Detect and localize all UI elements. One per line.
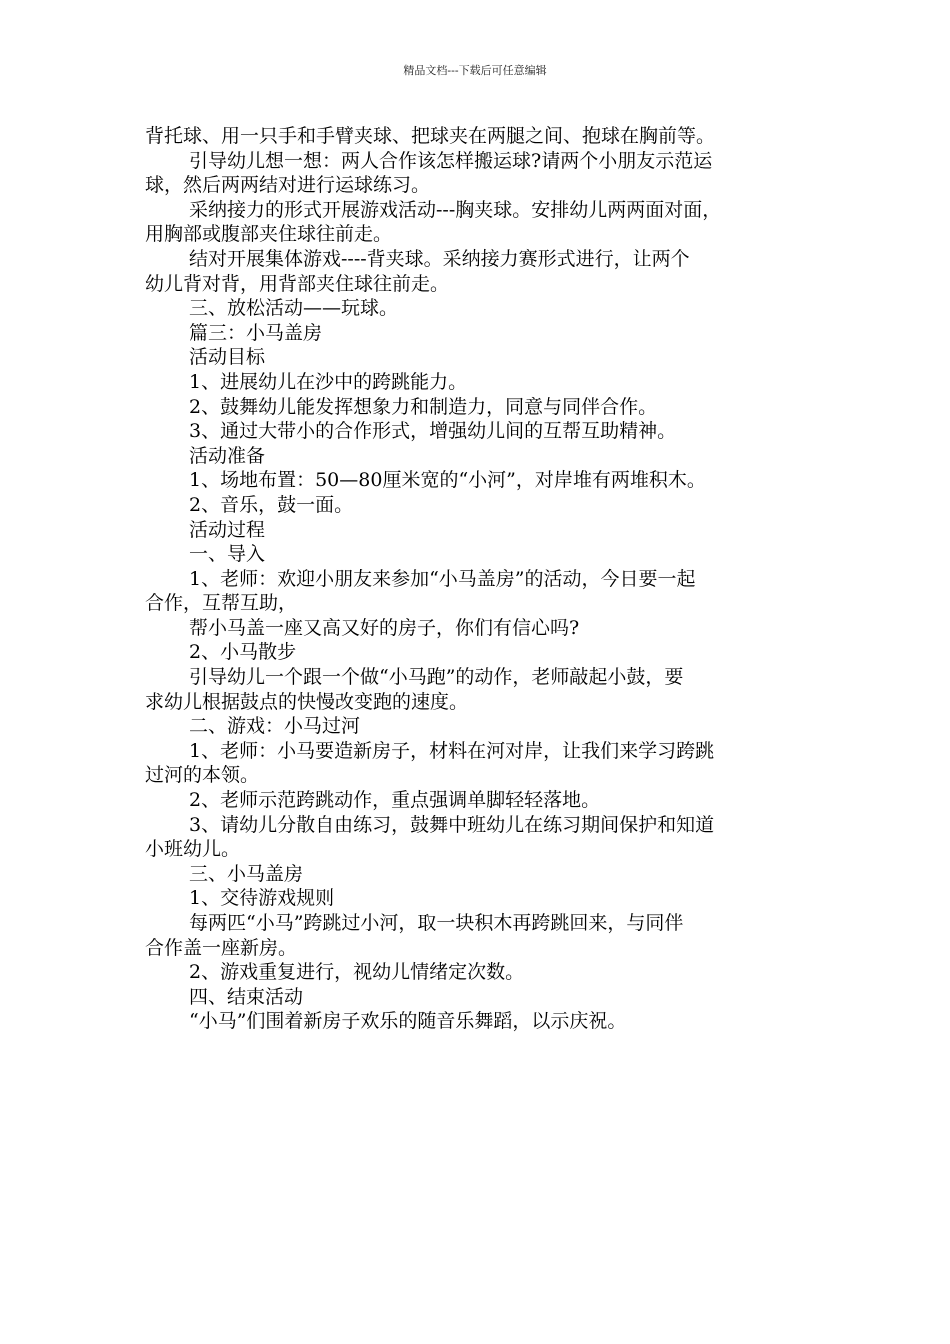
document-body [145,124,825,1034]
text-line: 四、结束活动 [189,985,304,1008]
text-line: 三、放松活动——玩球。 [189,297,399,320]
text-line: 球，然后两两结对进行运球练习。 [145,174,431,197]
page-header: 精品文档---下载后可任意编辑 [403,64,547,77]
text-line: 三、小马盖房 [189,862,304,885]
text-line: 二、游戏：小马过河 [189,715,361,738]
text-line: 活动目标 [189,346,266,369]
text-line: 求幼儿根据鼓点的快慢改变跑的速度。 [145,690,469,713]
text-line: 1、老师：小马要造新房子，材料在河对岸，让我们来学习跨跳 [189,739,715,762]
text-line: 过河的本领。 [145,764,260,787]
text-line: 合作，互帮互助， [145,592,298,615]
text-line: 帮小马盖一座又高又好的房子，你们有信心吗? [189,616,580,639]
text-line: 2、老师示范跨跳动作，重点强调单脚轻轻落地。 [189,789,601,812]
text-line: “小马”们围着新房子欢乐的随音乐舞蹈，以示庆祝。 [189,1010,627,1033]
text-line: 2、游戏重复进行，视幼儿情绪定次数。 [189,961,525,984]
text-line: 篇三：小马盖房 [189,321,323,344]
text-line: 1、场地布置：50—80厘米宽的“小河”，对岸堆有两堆积木。 [189,469,706,492]
text-line: 小班幼儿。 [145,838,241,861]
text-line: 合作盖一座新房。 [145,936,298,959]
text-line: 结对开展集体游戏----背夹球。采纳接力赛形式进行，让两个 [189,247,690,270]
text-line: 2、鼓舞幼儿能发挥想象力和制造力，同意与同伴合作。 [189,395,658,418]
text-line: 用胸部或腹部夹住球往前走。 [145,223,393,246]
text-line: 1、老师：欢迎小朋友来参加“小马盖房”的活动，今日要一起 [189,567,696,590]
text-line: 3、请幼儿分散自由练习，鼓舞中班幼儿在练习期间保护和知道 [189,813,715,836]
text-line: 1、进展幼儿在沙中的跨跳能力。 [189,370,468,393]
text-line: 3、通过大带小的合作形式，增强幼儿间的互帮互助精神。 [189,420,677,443]
text-line: 活动过程 [189,518,266,541]
text-line: 幼儿背对背，用背部夹住球往前走。 [145,272,450,295]
text-line: 一、导入 [189,543,266,566]
text-line: 采纳接力的形式开展游戏活动---胸夹球。安排幼儿两两面对面， [189,198,722,221]
text-line: 2、音乐，鼓一面。 [189,493,354,516]
text-line: 引导幼儿一个跟一个做“小马跑”的动作，老师敲起小鼓，要 [189,666,684,689]
text-line: 每两匹“小马”跨跳过小河，取一块积木再跨跳回来，与同伴 [189,912,684,934]
text-line: 2、小马散步 [189,641,297,664]
text-line: 引导幼儿想一想：两人合作该怎样搬运球?请两个小朋友示范运 [189,149,713,172]
text-line: 活动准备 [189,444,266,467]
text-line: 背托球、用一只手和手臂夹球、把球夹在两腿之间、抱球在胸前等。 [145,125,716,147]
text-line: 1、交待游戏规则 [189,887,335,910]
